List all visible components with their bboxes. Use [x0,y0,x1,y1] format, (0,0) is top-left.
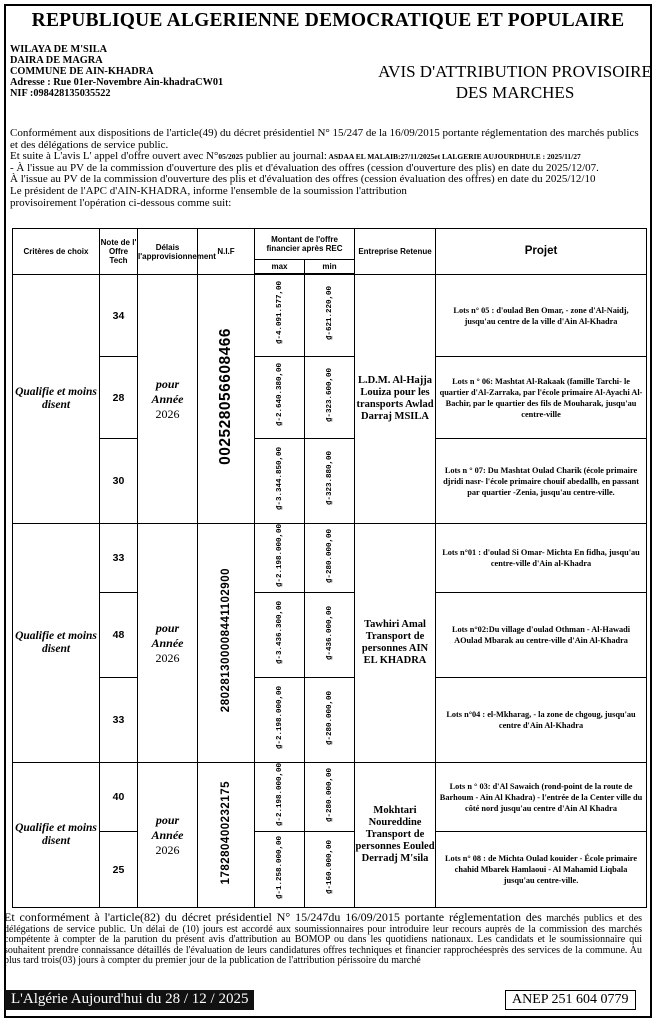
max-cell: ₫-2.198.000,00 [255,763,305,832]
col-min: min [305,260,355,274]
note-cell: 33 [100,678,138,763]
col-delais: Délais l'approvisionnement [138,229,198,275]
lot-cell: Lots n ° 06: Mashtat Al-Rakaak (famille Tarchi- le quartier d'Al-Zarraka, par l'école primaire Al-Ayachi Al-Bachir, par le quartier des fils de Mouharak, jusqu'au centre-ville [436,357,647,439]
lot-cell: Lots n°01 : d'oulad Si Omar- Michta En fidha, jusqu'au centre-ville d'Ain al-Khadra [436,524,647,593]
footer-text [4,912,642,967]
min-cell: ₫-436.000,00 [305,593,355,678]
note-cell: 25 [100,832,138,908]
intro-p4: À l'issue au PV de la commission d'ouverture des plis et d'évaluation des offres (cession évaluation des offres) en date du 2025/12/10 [10,173,596,186]
footer-line1: Et conformément à l'article(82) du décret présidentiel N° 15/247du 16/09/2015 portante réglementation des [4,910,542,924]
group2-critere: Qualifie et moins disent [13,524,100,763]
lot-cell: Lots n°04 : el-Mkharag, - la zone de chgoug, jusqu'au centre d'Ain Al-Khadra [436,678,647,763]
col-nif: N.I.F [198,229,255,275]
min-cell: ₫-280.000,00 [305,763,355,832]
group3-nif-cell [198,763,255,908]
table-row [13,763,647,832]
group2-delai: pour Année 2026 [138,524,198,763]
intro-p2: Et suite à L'avis L' appel d'offre ouvert avec N°05/2025 publier au journal: ASDAA EL MALAIB:27/11/2025et LALGERIE AUJOURDHUI.E : 2025/11/27 [10,150,581,163]
group1-nif: 002528056608466 [217,328,234,465]
group3-critere: Qualifie et moins disent [13,763,100,908]
max-cell: ₫-2.198.000,00 [255,524,305,593]
republic-title: REPUBLIQUE ALGERIENNE DEMOCRATIQUE ET POPULAIRE [31,10,625,31]
col-projet: Projet [436,229,647,275]
intro-p3: - À l'issue au PV de la commission d'ouverture des plis et d'évaluation des offres (cession d'ouverture des plis) en date du 2025/12/07. [10,161,599,174]
col-note: Note de l' Offre Tech [100,229,138,275]
group3-entreprise: Mokhtari Noureddine Transport de personnes Eouled Derradj M'sila [355,763,436,908]
issuer-nif: NIF :098428135035522 [10,88,111,99]
lot-cell: Lots n ° 03: d'Al Sawaich (rond-point de la route de Barhoum - Ain Al Khadra) - l'entrée de la Center ville du côté nord jusqu'au centre d'Ain Al Khadra [436,763,647,832]
table-row [13,524,647,593]
intro-text [10,128,646,209]
issuer-block [10,44,223,99]
note-cell: 40 [100,763,138,832]
wilaya: WILAYA DE M'SILA [10,44,108,55]
col-max: max [255,260,305,274]
min-cell: ₫-323.600,00 [305,357,355,439]
attribution-table [12,228,647,908]
group2-entreprise: Tawhiri Amal Transport de personnes AIN EL KHADRA [355,524,436,763]
lot-cell: Lots n°02:Du village d'oulad Othman - Al-Hawadi AOulad Mbarak au centre-ville d'Ain Al-Khadra [436,593,647,678]
address: Adresse : Rue 01er-Novembre Ain-khadraCW01 [10,77,224,88]
group1-delai: pour Année 2026 [138,275,198,524]
journal-label: L'Algérie Aujourd'hui du 28 / 12 / 2025 [5,990,254,1010]
min-cell: ₫-621.220,00 [305,275,355,357]
note-cell: 48 [100,593,138,678]
anep-ref: ANEP 251 604 0779 [505,990,636,1010]
min-cell: ₫-280.000,00 [305,524,355,593]
table-row [13,357,647,439]
max-cell: ₫-3.344.850,00 [255,439,305,524]
footer-rest: marchés publics et des délégations de service public. Un délai de (10) jours est accordé aux soumissionnaires pour introduire leur recours auprès de la commission des marchés compétente à compter de la parution du présent avis d'attribution au BOMOP ou dans les quotidiens nationaux. Les candidats et le soumissionnaire qui souhaitent prendre connaissance détaillés de l'évaluation de leurs candidatures offres techniques et financier rapprochéesprès des services de la commune. Au plus tard trois(03) jours à compter du premier jour de la publication de l'attribution périssoire du marché [4,913,643,966]
group3-nif: 178280400232175 [220,780,232,885]
group2-nif: 280281300008441102900 [220,568,232,713]
max-cell: ₫-4.091.577,00 [255,275,305,357]
note-cell: 28 [100,357,138,439]
group1-critere: Qualifie et moins disent [13,275,100,524]
note-cell: 30 [100,439,138,524]
min-cell: ₫-323.880,00 [305,439,355,524]
commune: COMMUNE DE AIN-KHADRA [10,66,154,77]
col-criteres: Critères de choix [13,229,100,275]
table-row [13,439,647,524]
note-cell: 34 [100,275,138,357]
table-row [13,678,647,763]
note-cell: 33 [100,524,138,593]
group1-entreprise: L.D.M. Al-Hajja Louiza pour les transports Awlad Darraj MSILA [355,275,436,524]
daira: DAIRA DE MAGRA [10,55,103,66]
lot-cell: Lots n ° 07: Du Mashtat Oulad Charik (école primaire djridi nasr- l'école primaire chouif abedallh, en passant par quartier -Zenia, jusqu'au centre-ville. [436,439,647,524]
min-cell: ₫-280.000,00 [305,678,355,763]
max-cell: ₫-3.436.300,00 [255,593,305,678]
intro-p6: provisoirement l'opération ci-dessous comme suit: [10,196,232,209]
table-row [13,832,647,908]
max-cell: ₫-2.640.380,00 [255,357,305,439]
group2-nif-cell [198,524,255,763]
max-cell: ₫-2.198.000,00 [255,678,305,763]
table-row [13,593,647,678]
lot-cell: Lots n° 08 : de Michta Oulad kouider - École primaire chahid Mbarek Hamlaoui - Al Mahamid Liqbala jusqu'au centre-ville. [436,832,647,908]
table-row [13,275,647,357]
group1-nif-cell [198,275,255,524]
col-entreprise: Entreprise Retenue [355,229,436,275]
intro-p5: Le président de l'APC d'AIN-KHADRA, informe l'ensemble de la soumission l'attribution [10,184,407,197]
group3-delai: pour Année 2026 [138,763,198,908]
notice-title: AVIS D'ATTRIBUTION PROVISOIRE DES MARCHES [378,62,652,102]
col-montant: Montant de l'offre financier après REC [255,229,355,260]
intro-p1: Conformément aux dispositions de l'article(49) du décret présidentiel N° 15/247 de la 16/09/2015 portante réglementation des marchés publics et des délégations de service public. [10,127,639,151]
lot-cell: Lots n° 05 : d'oulad Ben Omar, - zone d'Al-Naidj, jusqu'au centre de la ville d'Ain Al-Khadra [436,275,647,357]
max-cell: ₫-1.258.000,00 [255,832,305,908]
min-cell: ₫-160.000,00 [305,832,355,908]
